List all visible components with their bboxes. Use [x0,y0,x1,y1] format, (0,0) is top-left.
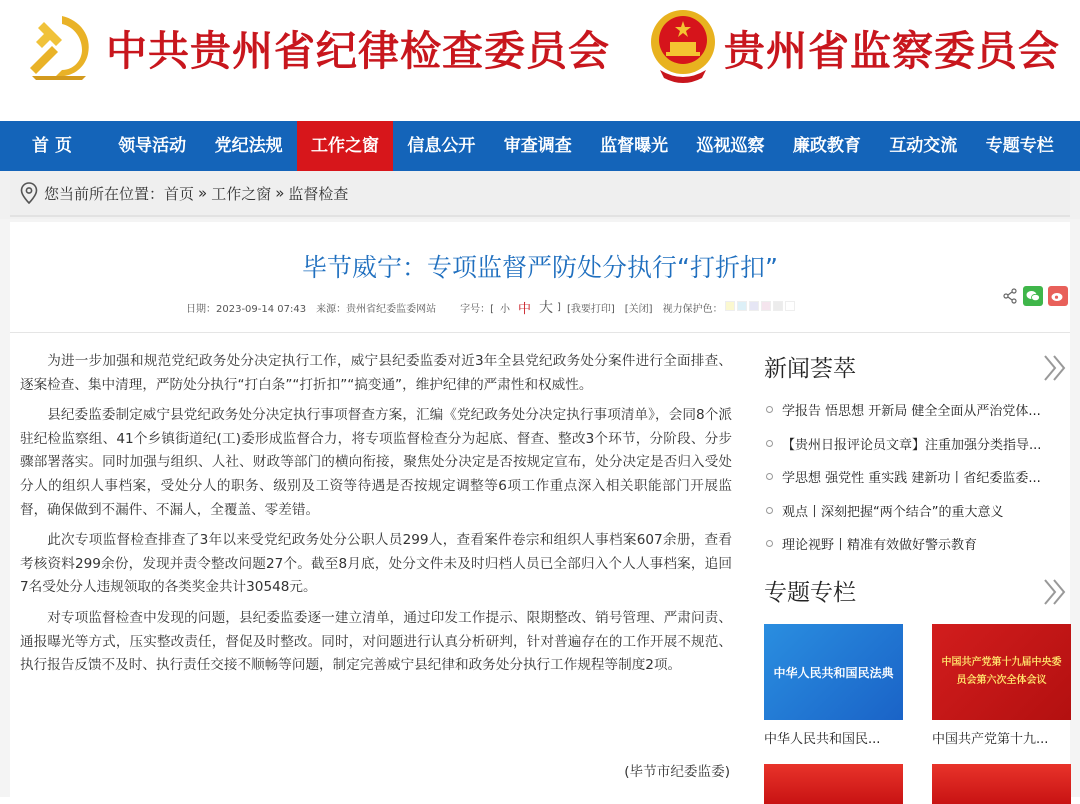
article-paragraph: 为进一步加强和规范党纪政务处分决定执行工作，威宁县纪委监委对近3年全县党纪政务处分案件进行全面排查、逐案检查、集中清理，严防处分执行“打白条”“打折扣”“搞变通”，维护纪律的严肃性和权威性。 [20,353,732,393]
font-size-medium-button[interactable]: 中 [518,301,532,317]
article-source: 来源：贵州省纪委监委网站 [316,303,437,315]
article-meta [186,297,797,317]
news-item[interactable]: 学思想 强党性 重实践 建新功丨省纪委监委... [764,467,1070,501]
breadcrumb-supervision-link[interactable]: 监督检查 [288,184,349,203]
news-heading [764,350,1070,386]
article-paragraph: 此次专项监督检查排查了3年以来受党纪政务处分公职人员299人，查看案件卷宗和组织人事档案607余册，查看考核资料299余份，发现并责令整改问题27个。截至8月底，处分文件未及时归档人员已全部归入个人人事档案，追回7名受处分人违规领取的各类奖金共计30548元。 [20,532,732,596]
nav-item[interactable]: 信息公开 [407,136,476,156]
national-emblem-icon [648,8,718,84]
topic-card-image[interactable]: 中华人民共和国民法典 [764,624,903,720]
breadcrumb-separator: » [198,184,208,202]
party-emblem-icon [22,10,96,84]
font-size-label: 字号：[ [460,303,495,315]
topic-card-image-lower[interactable] [932,764,1071,804]
nav-item[interactable]: 首 页 [32,136,72,156]
nav-item[interactable]: 专题专栏 [985,136,1054,156]
news-item[interactable]: 理论视野丨精准有效做好警示教育 [764,534,1070,568]
nav-item[interactable]: 监督曝光 [600,136,669,156]
eye-care-label: 视力保护色： [662,303,723,315]
special-topics-heading [764,574,1070,610]
article-footer-source: (毕节市纪委监委) [624,764,730,780]
weibo-icon[interactable] [1048,286,1068,306]
main-nav [0,121,1080,171]
nav-item[interactable]: 党纪法规 [214,136,283,156]
nav-item[interactable]: 廉政教育 [792,136,861,156]
news-item[interactable]: 学报告 悟思想 开新局 健全全面从严治党体... [764,400,1070,434]
eye-care-swatch[interactable] [761,301,771,311]
double-chevron-right-icon[interactable] [1042,352,1068,384]
nav-item[interactable]: 互动交流 [889,136,958,156]
special-topic-cards [764,624,1071,747]
special-topics-title: 专题专栏 [764,580,856,606]
double-chevron-right-icon[interactable] [1042,576,1068,608]
org-title-supervision: 贵州省监察委员会 [724,27,1060,75]
article-body [20,350,732,685]
breadcrumb [10,171,1070,217]
topic-card-image-lower[interactable] [764,764,903,804]
share-icons [1002,286,1068,306]
wechat-icon[interactable] [1023,286,1043,306]
nav-item[interactable]: 工作之窗 [297,121,393,171]
print-button[interactable]: [我要打印] [566,303,615,315]
article-date: 日期：2023-09-14 07:43 [186,303,307,315]
nav-item[interactable]: 领导活动 [118,136,187,156]
font-size-end: ] [557,301,561,313]
topic-card-image[interactable]: 中国共产党第十九届中央委员会第六次全体会议 [932,624,1071,720]
topic-card-plenary-session[interactable] [932,624,1071,747]
article-title: 毕节威宁：专项监督严防处分执行“打折扣” [302,253,778,282]
nav-item[interactable]: 审查调查 [503,136,572,156]
news-section [764,350,1070,568]
eye-care-swatch[interactable] [737,301,747,311]
eye-care-swatches [725,301,797,314]
news-item[interactable]: 观点丨深刻把握“两个结合”的重大意义 [764,501,1070,535]
topic-card-civil-code[interactable] [764,624,903,747]
share-icon[interactable] [1002,288,1018,304]
news-list [764,400,1070,568]
eye-care-swatch[interactable] [785,301,795,311]
news-title: 新闻荟萃 [764,356,856,382]
eye-care-swatch[interactable] [773,301,783,311]
breadcrumb-home-link[interactable]: 首页 [164,184,195,203]
breadcrumb-bar [0,171,1080,219]
topic-card-caption[interactable]: 中华人民共和国民... [764,732,881,747]
eye-care-swatch[interactable] [749,301,759,311]
special-topics-section [764,574,1070,747]
org-title-commission: 中共贵州省纪律检查委员会 [106,27,610,75]
eye-care-swatch[interactable] [725,301,735,311]
site-header [0,0,1080,121]
article-paragraph: 县纪委监委制定威宁县党纪政务处分决定执行事项督查方案，汇编《党纪政务处分决定执行事项清单》，会同8个派驻纪检监察组、41个乡镇街道纪(工)委形成监督合力，将专项监督检查分为起底、督查、整改3个环节，分阶段、分步骤部署落实。同时加强与组织、人社、财政等部门的横向衔接，聚焦处分决定是否按规定宣布，处分决定是否归入受处分人的组织人事档案，受处分人的职务、级别及工资等待遇是否按规定调整等6项工作重点深入相关职能部门开展监督，确保做到不漏件、不漏人，全覆盖、零差错。 [20,407,732,518]
topic-card-caption[interactable]: 中国共产党第十九... [932,732,1049,747]
font-size-small-button[interactable]: 小 [500,303,511,315]
article-paragraph: 对专项监督检查中发现的问题，县纪委监委逐一建立清单，通过印发工作提示、限期整改、销号管理、严肃问责、通报曝光等方式，压实整改责任，督促及时整改。同时，对问题进行认真分析研判，针对普遍存在的工作开展不规范、执行报告反馈不及时、执行责任交接不顺畅等问题，制定完善威宁县纪律和政务处分执行工作规程等制度2项。 [20,609,732,674]
breadcrumb-label: 您当前所在位置： [44,184,165,203]
location-pin-icon [20,182,38,204]
close-button[interactable]: [关闭] [624,303,653,315]
font-size-large-button[interactable]: 大 [539,300,554,316]
news-item[interactable]: 【贵州日报评论员文章】注重加强分类指导... [764,434,1070,468]
breadcrumb-separator: » [275,184,285,202]
nav-item[interactable]: 巡视巡察 [696,136,765,156]
breadcrumb-work-window-link[interactable]: 工作之窗 [211,184,272,203]
article-divider [10,332,1070,333]
